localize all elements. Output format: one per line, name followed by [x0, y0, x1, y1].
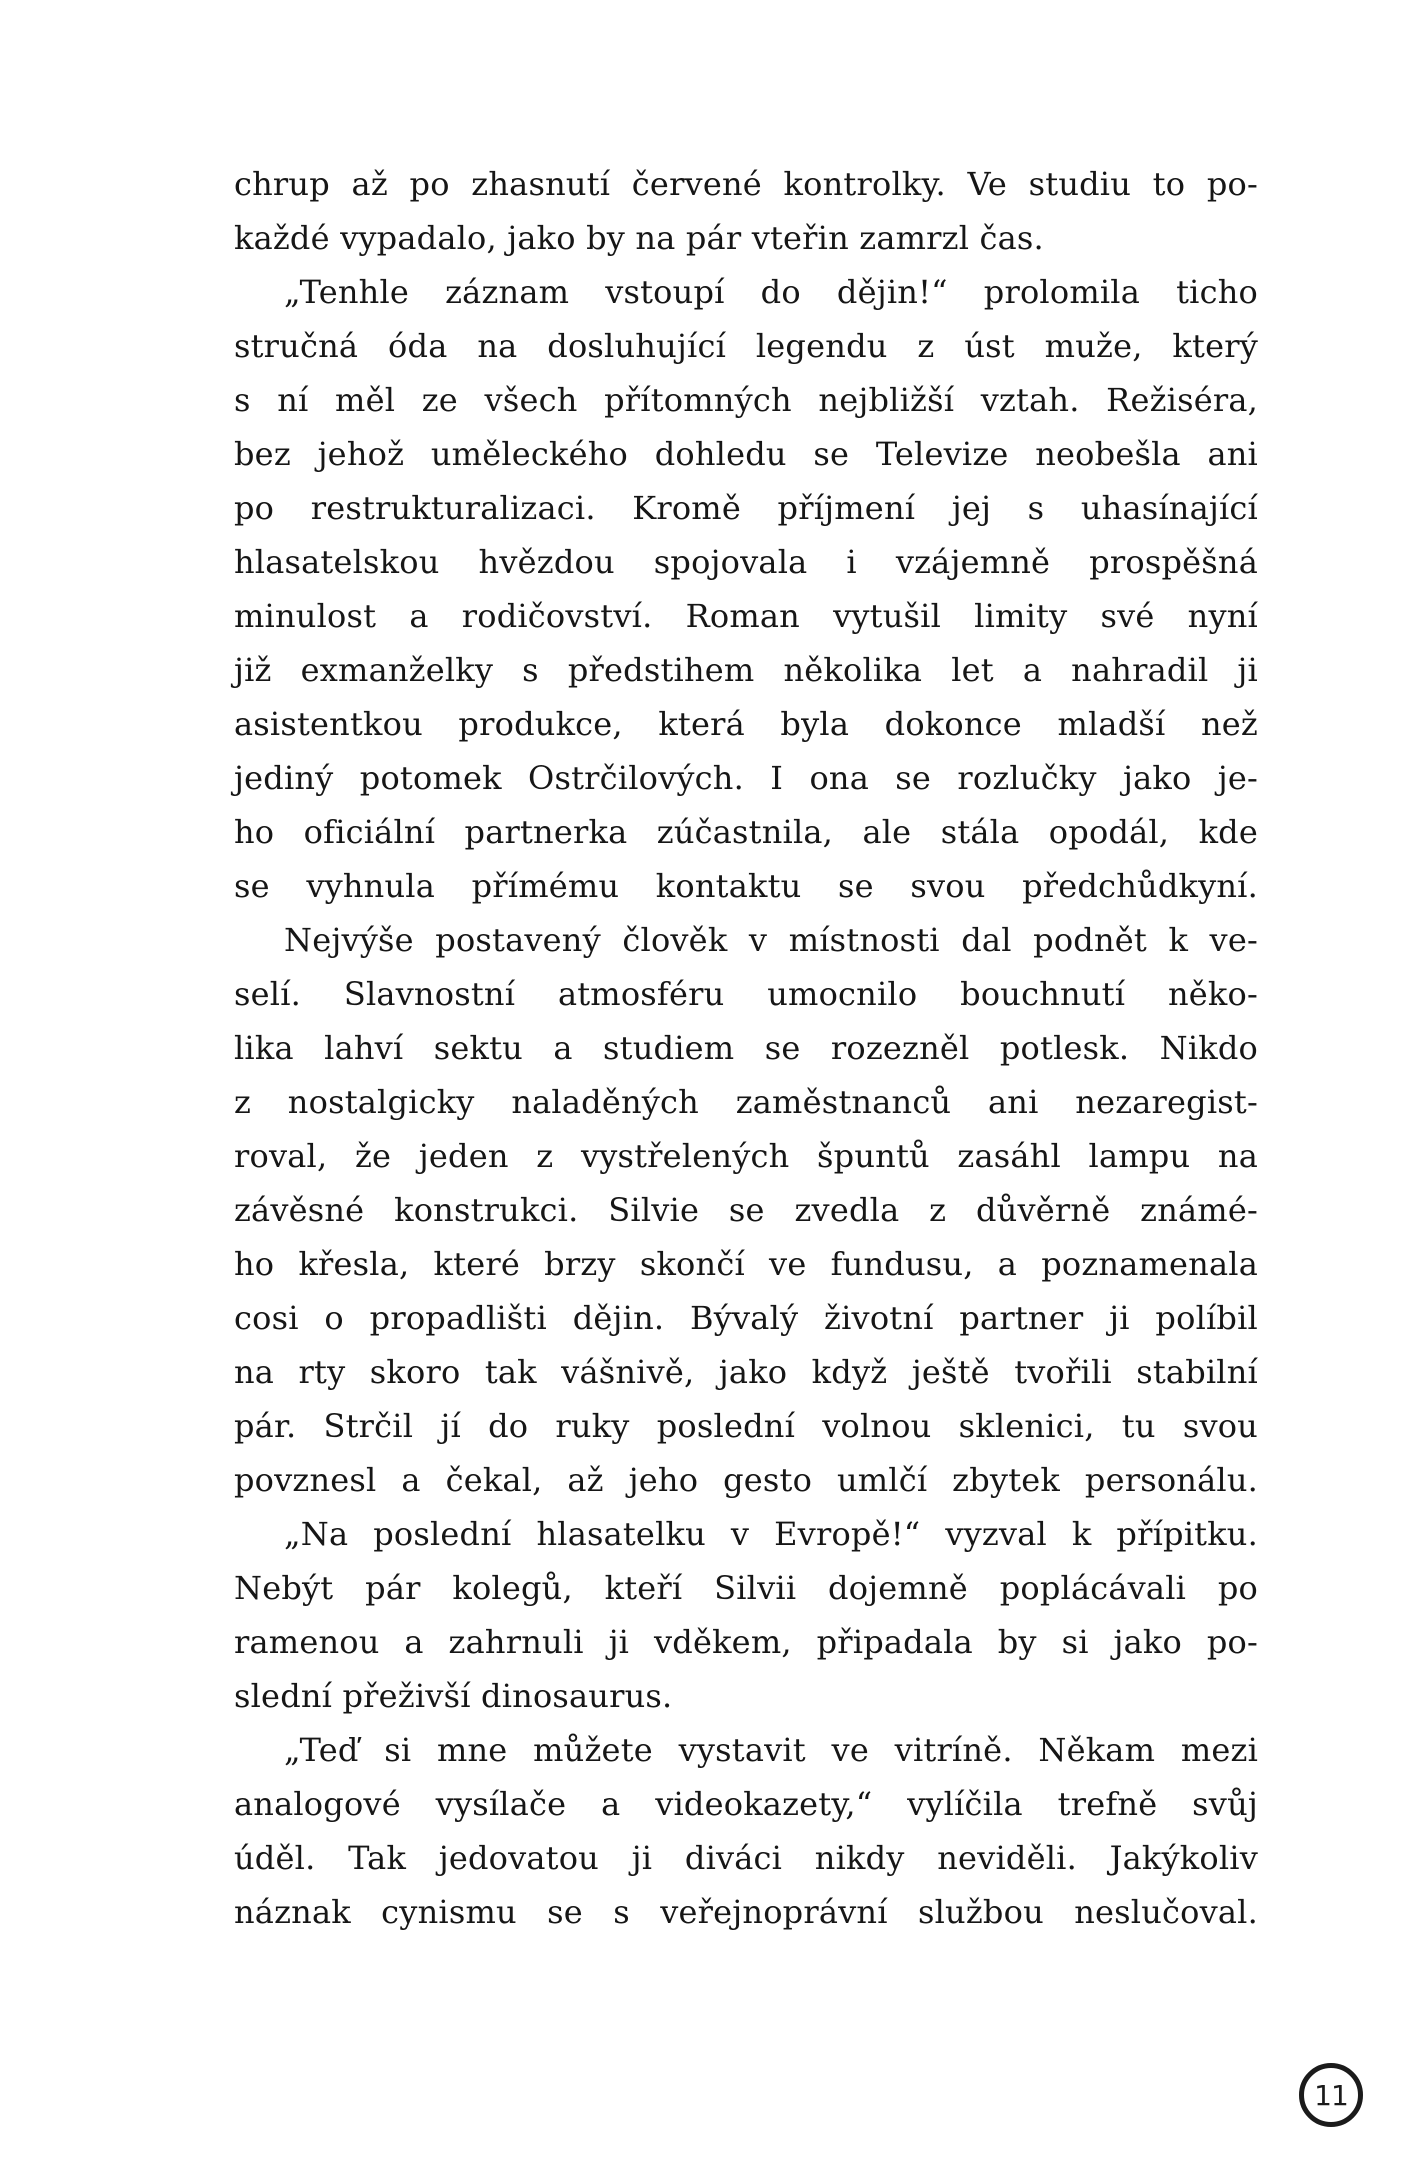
text-line: již exmanželky s předstihem několika let a nahradil ji: [234, 651, 1258, 689]
text-line: asistentkou produkce, která byla dokonce mladší než: [234, 705, 1258, 743]
text-line: selí. Slavnostní atmosféru umocnilo bouchnutí něko-: [234, 975, 1258, 1013]
text-line: „Teď si mne můžete vystavit ve vitríně. Někam mezi: [284, 1731, 1258, 1769]
text-line: analogové vysílače a videokazety,“ vylíčila trefně svůj: [234, 1785, 1258, 1823]
text-line: slední přeživší dinosaurus.: [234, 1677, 673, 1715]
text-line: chrup až po zhasnutí červené kontrolky. Ve studiu to po-: [234, 165, 1258, 203]
page-number-badge: [1299, 2063, 1363, 2127]
text-line: z nostalgicky naladěných zaměstnanců ani nezaregist-: [234, 1083, 1258, 1121]
page-number: 11: [1314, 2078, 1348, 2112]
text-line: pár. Strčil jí do ruky poslední volnou sklenici, tu svou: [234, 1407, 1258, 1445]
text-line: ho křesla, které brzy skončí ve fundusu, a poznamenala: [234, 1245, 1258, 1283]
text-line: Nejvýše postavený člověk v místnosti dal podnět k ve-: [284, 921, 1258, 959]
text-line: lika lahví sektu a studiem se rozezněl potlesk. Nikdo: [234, 1029, 1258, 1067]
text-line: jediný potomek Ostrčilových. I ona se rozlučky jako je-: [234, 759, 1258, 797]
text-line: ho oficiální partnerka zúčastnila, ale stála opodál, kde: [234, 813, 1258, 851]
paragraph: [234, 265, 1258, 913]
text-line: stručná óda na dosluhující legendu z úst muže, který: [234, 327, 1258, 365]
paragraph: [234, 1507, 1258, 1723]
text-line: závěsné konstrukci. Silvie se zvedla z důvěrně známé-: [234, 1191, 1258, 1229]
text-line: se vyhnula přímému kontaktu se svou předchůdkyní.: [234, 867, 1258, 905]
text-line: po restrukturalizaci. Kromě příjmení jej s uhasínající: [234, 489, 1258, 527]
paragraph: [234, 913, 1258, 1507]
text-line: minulost a rodičovství. Roman vytušil limity své nyní: [234, 597, 1258, 635]
text-line: náznak cynismu se s veřejnoprávní službou neslučoval.: [234, 1893, 1258, 1931]
text-line: roval, že jeden z vystřelených špuntů zasáhl lampu na: [234, 1137, 1258, 1175]
text-line: povznesl a čekal, až jeho gesto umlčí zbytek personálu.: [234, 1461, 1258, 1499]
text-line: „Tenhle záznam vstoupí do dějin!“ prolomila ticho: [284, 273, 1258, 311]
text-line: ramenou a zahrnuli ji vděkem, připadala by si jako po-: [234, 1623, 1258, 1661]
text-line: hlasatelskou hvězdou spojovala i vzájemně prospěšná: [234, 543, 1258, 581]
text-line: bez jehož uměleckého dohledu se Televize neobešla ani: [234, 435, 1258, 473]
text-line: úděl. Tak jedovatou ji diváci nikdy neviděli. Jakýkoliv: [234, 1839, 1258, 1877]
paragraph: [234, 157, 1258, 265]
text-block: [234, 157, 1258, 1939]
text-line: každé vypadalo, jako by na pár vteřin zamrzl čas.: [234, 219, 1044, 257]
text-line: Nebýt pár kolegů, kteří Silvii dojemně poplácávali po: [234, 1569, 1258, 1607]
text-line: na rty skoro tak vášnivě, jako když ještě tvořili stabilní: [234, 1353, 1258, 1391]
paragraph: [234, 1723, 1258, 1939]
text-line: cosi o propadlišti dějin. Bývalý životní partner ji políbil: [234, 1299, 1258, 1337]
text-line: s ní měl ze všech přítomných nejbližší vztah. Režiséra,: [234, 381, 1258, 419]
text-line: „Na poslední hlasatelku v Evropě!“ vyzval k přípitku.: [284, 1515, 1258, 1553]
